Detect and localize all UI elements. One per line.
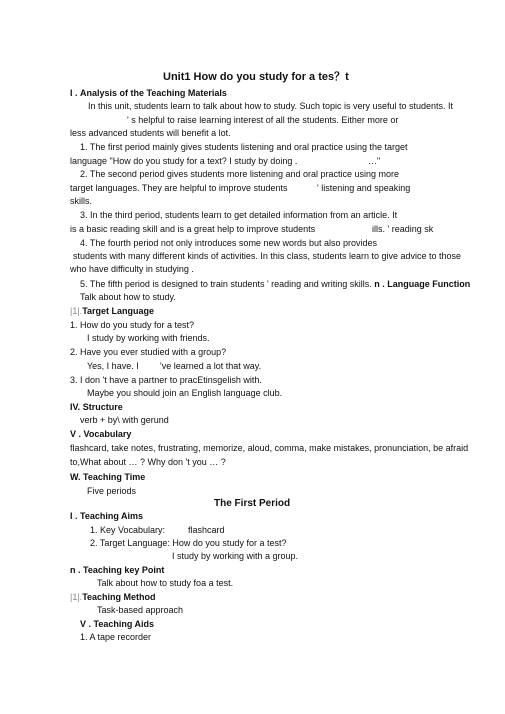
paragraph-line: Talk about how to study foa a test. <box>97 578 234 588</box>
section-heading-structure: IV. Structure <box>70 402 123 412</box>
paragraph-line: ills. ' reading sk <box>372 224 434 234</box>
list-item: 2. Target Language: How do you study for a test? <box>90 538 287 548</box>
paragraph-line: 5. The fifth period is designed to train students ' reading and writing skills. n . Language Function <box>80 279 471 289</box>
period-heading: The First Period <box>214 498 291 509</box>
paragraph-line: Task-based approach <box>97 605 184 615</box>
paragraph-line: language "How do you study for a text? I study by doing . <box>70 156 298 166</box>
section-heading-analysis: I . Analysis of the Teaching Materials <box>70 88 227 98</box>
paragraph-line: 1. The first period mainly gives students listening and oral practice using the target <box>80 142 408 152</box>
paragraph-line: verb + by\ with gerund <box>80 415 169 425</box>
paragraph-line: to,What about … ? Why don 't you … ? <box>70 457 226 467</box>
paragraph-line: ' s helpful to raise learning interest of all the students. Either more or <box>127 115 399 125</box>
section-heading-vocabulary: V . Vocabulary <box>70 429 132 439</box>
paragraph-line: Five periods <box>87 486 137 496</box>
list-item: 1. How do you study for a test? <box>70 320 195 330</box>
paragraph-line: students with many different kinds of activities. In this class, students learn to give advice to those <box>73 251 462 261</box>
paragraph-line: is a basic reading skill and is a great help to improve students <box>70 224 316 234</box>
list-item: 1. Key Vocabulary: <box>90 525 166 535</box>
list-item: Yes, I have. I <box>87 361 139 371</box>
paragraph-line: Talk about how to study. <box>80 292 176 302</box>
list-item: 2. Have you ever studied with a group? <box>70 347 227 357</box>
section-heading-teaching-time: W. Teaching Time <box>70 472 146 482</box>
paragraph-line: less advanced students will benefit a lot. <box>70 128 231 138</box>
paragraph-line: skills. <box>70 196 92 206</box>
list-item: I study by working with a group. <box>172 551 299 561</box>
paragraph-line: In this unit, students learn to talk about how to study. Such topic is very useful to students. It <box>88 101 454 111</box>
list-item: 've learned a lot that way. <box>160 361 262 371</box>
paragraph-line: 2. The second period gives students more listening and oral practice using more <box>80 169 400 179</box>
list-item: Maybe you should join an English language club. <box>87 388 283 398</box>
section-heading-language-function: n . Language Function <box>374 279 471 289</box>
paragraph-line: target languages. They are helpful to improve students <box>70 183 288 193</box>
section-heading-target-language: |1|.Target Language <box>70 306 155 316</box>
list-item: flashcard <box>188 525 225 535</box>
paragraph-line: who have difficulty in studying . <box>70 264 194 274</box>
section-heading-teaching-aids: V . Teaching Aids <box>80 619 155 629</box>
section-heading-teaching-aims: I . Teaching Aims <box>70 511 144 521</box>
section-heading-key-point: n . Teaching key Point <box>70 565 165 575</box>
paragraph-line: 4. The fourth period not only introduces some new words but also provides <box>80 238 377 248</box>
paragraph-line: …" <box>368 156 381 166</box>
list-item: 1. A tape recorder <box>80 632 152 642</box>
section-heading-teaching-method: |1|.Teaching Method <box>70 592 156 602</box>
paragraph-line: ' listening and speaking <box>317 183 411 193</box>
document-title: Unit1 How do you study for a tes？t <box>163 71 349 83</box>
paragraph-line: flashcard, take notes, frustrating, memorize, aloud, comma, make mistakes, pronunciation, be afraid <box>70 443 469 453</box>
paragraph-line: 3. In the third period, students learn to get detailed information from an article. It <box>80 210 398 220</box>
list-item: I study by working with friends. <box>87 333 210 343</box>
list-item: 3. I don 't have a partner to pracEtinsgelish with. <box>70 375 262 385</box>
